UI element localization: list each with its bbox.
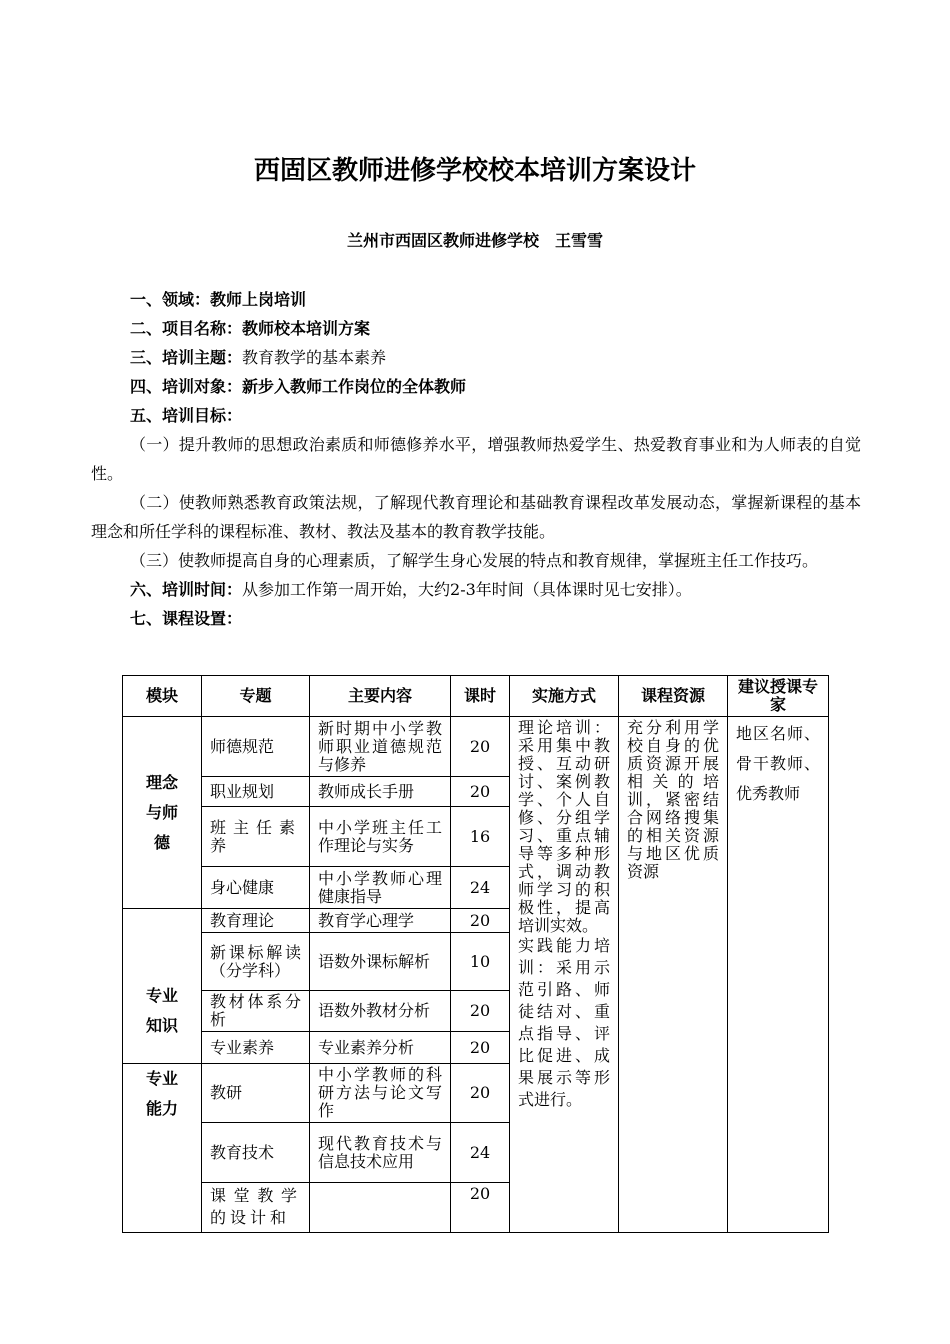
- item-label: 三、培训主题：: [130, 348, 243, 367]
- item-time: [91, 575, 861, 604]
- item-label: 七、课程设置：: [130, 609, 243, 628]
- document-author: 兰州市西固区教师进修学校 王雪雪: [346, 231, 603, 250]
- content-cell: 语数外课标解析: [310, 933, 451, 991]
- header-module: 模块: [123, 676, 202, 717]
- topic-cell: 职业规划: [202, 777, 310, 807]
- item-theme: [91, 343, 861, 372]
- hours-cell: 20: [451, 777, 510, 807]
- item-value: 教师校本培训方案: [242, 319, 371, 338]
- item-value: 教师上岗培训: [210, 290, 307, 309]
- hours-cell: 20: [451, 1032, 510, 1064]
- topic-cell: 身心健康: [202, 867, 310, 909]
- topic-cell: 教育理论: [202, 909, 310, 933]
- document-title: 西固区教师进修学校校本培训方案设计: [253, 156, 696, 186]
- item-project-name: [91, 314, 861, 343]
- course-table: [122, 675, 829, 1233]
- hours-cell: 20: [451, 909, 510, 933]
- document-body: [91, 285, 861, 633]
- item-value: 新步入教师工作岗位的全体教师: [242, 377, 467, 396]
- module-cell: 理念与师德: [123, 717, 202, 909]
- item-domain: [91, 285, 861, 314]
- goal-paragraph: （一）提升教师的思想政治素质和师德修养水平，增强教师热爱学生、热爱教育事业和为人师表的自觉性。: [91, 435, 861, 483]
- header-content: 主要内容: [310, 676, 451, 717]
- item-label: 一、领域：: [130, 290, 211, 309]
- resource-cell: 充分利用学校自身的优质资源开展相关的培训，紧密结合网络搜集的相关资源与地区优质资源: [619, 717, 728, 1233]
- hours-cell: 20: [451, 1064, 510, 1123]
- method-practice: 实践能力培训：采用示范引路、师徒结对、重点指导、评比促进、成果展示等形式进行。: [518, 936, 610, 1109]
- hours-cell: 24: [451, 1123, 510, 1183]
- topic-cell: 教育技术: [202, 1123, 310, 1183]
- module-cell: 专业知识: [123, 909, 202, 1064]
- content-cell: 现代教育技术与信息技术应用: [310, 1123, 451, 1183]
- topic-cell: 新课标解读（分学科）: [202, 933, 310, 991]
- table-header-row: [123, 676, 829, 717]
- method-theory: 理论培训：采用集中教授、互动研讨、案例教学、个人自修、分组学习、重点辅导等多种形式，调动教师学习的积极性，提高培训实效。: [518, 718, 610, 935]
- header-hours: 课时: [451, 676, 510, 717]
- topic-cell: 课堂教学的设计和: [202, 1183, 310, 1233]
- header-resource: 课程资源: [619, 676, 728, 717]
- hours-cell: 10: [451, 933, 510, 991]
- content-cell: 中小学教师的科研方法与论文写作: [310, 1064, 451, 1123]
- hours-cell: 16: [451, 807, 510, 867]
- item-label: 五、培训目标：: [130, 406, 243, 425]
- module-cell: 专业能力: [123, 1064, 202, 1233]
- hours-cell: 20: [451, 991, 510, 1032]
- hours-cell: 20: [451, 717, 510, 777]
- hours-cell: 20: [451, 1183, 510, 1233]
- item-value: 教育教学的基本素养: [242, 348, 387, 367]
- content-cell: 教育学心理学: [310, 909, 451, 933]
- topic-cell: 教材体系分析: [202, 991, 310, 1032]
- item-label: 四、培训对象：: [130, 377, 243, 396]
- item-courses: [91, 604, 861, 633]
- item-audience: [91, 372, 861, 401]
- content-cell: 新时期中小学教师职业道德规范与修养: [310, 717, 451, 777]
- topic-cell: 教研: [202, 1064, 310, 1123]
- goal-paragraph: （二）使教师熟悉教育政策法规，了解现代教育理论和基础教育课程改革发展动态，掌握新课程的基本理念和所任学科的课程标准、教材、教法及基本的教育教学技能。: [91, 493, 861, 541]
- item-label: 六、培训时间：: [130, 580, 243, 599]
- table-row: [123, 717, 829, 777]
- content-cell: 中小学班主任工作理论与实务: [310, 807, 451, 867]
- expert-cell: 地区名师、骨干教师、优秀教师: [728, 717, 829, 1233]
- topic-cell: 师德规范: [202, 717, 310, 777]
- content-cell: 专业素养分析: [310, 1032, 451, 1064]
- header-expert: 建议授课专家: [728, 676, 829, 717]
- content-cell: 中小学教师心理健康指导: [310, 867, 451, 909]
- goal-paragraph: （三）使教师提高自身的心理素质，了解学生身心发展的特点和教育规律，掌握班主任工作技巧。: [130, 551, 819, 570]
- content-cell: [310, 1183, 451, 1233]
- header-method: 实施方式: [510, 676, 619, 717]
- item-label: 二、项目名称：: [130, 319, 243, 338]
- content-cell: 教师成长手册: [310, 777, 451, 807]
- item-goals: [91, 401, 861, 430]
- hours-cell: 24: [451, 867, 510, 909]
- topic-cell: 专业素养: [202, 1032, 310, 1064]
- topic-cell: 班主任素养: [202, 807, 310, 867]
- header-topic: 专题: [202, 676, 310, 717]
- item-value: 从参加工作第一周开始，大约2-3年时间（具体课时见七安排）。: [242, 580, 692, 599]
- content-cell: 语数外教材分析: [310, 991, 451, 1032]
- method-cell: [510, 717, 619, 1233]
